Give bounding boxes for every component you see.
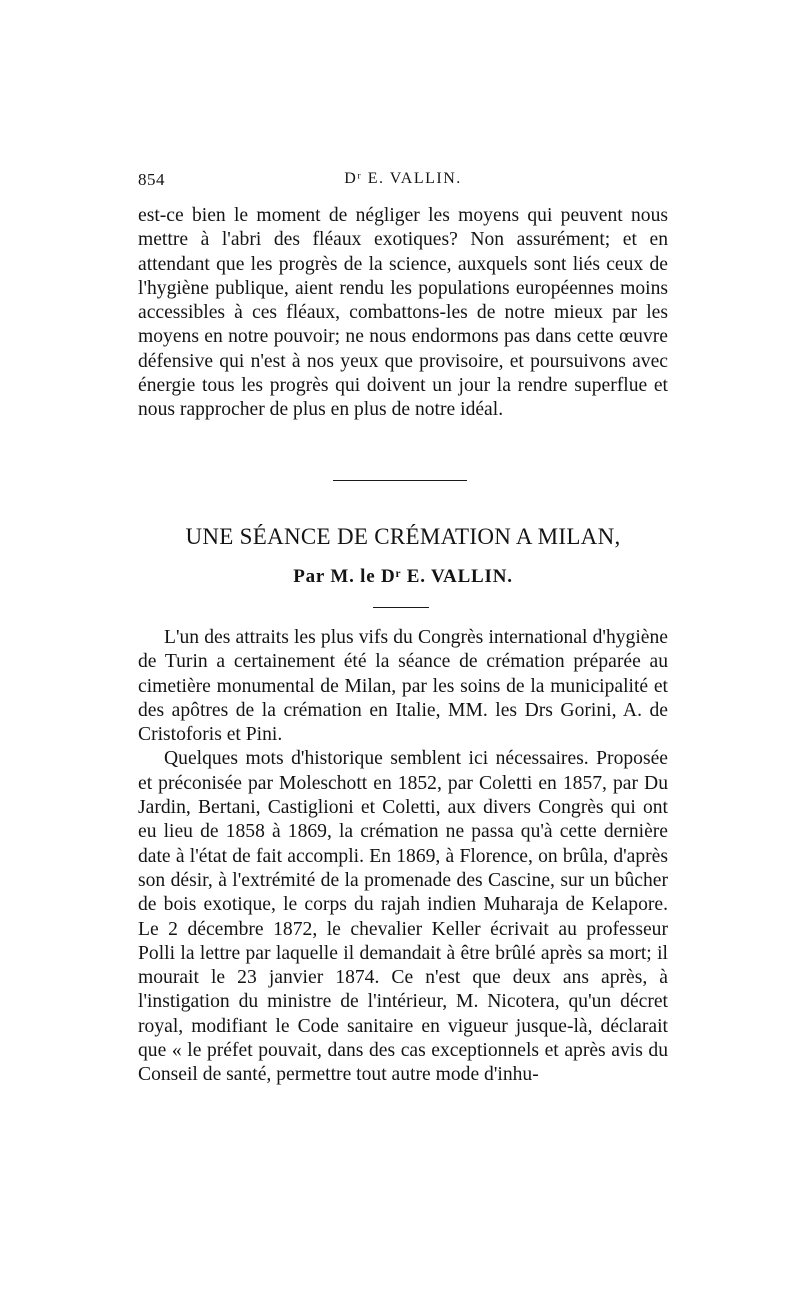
page-number: 854 xyxy=(138,170,165,189)
article-byline: Par M. le Dʳ E. VALLIN. xyxy=(293,566,513,587)
article-paragraph-2: Quelques mots d'historique semblent ici nécessaires. Proposée et préconisée par Moleschott en 1852, par Coletti en 1857, par Du Jardin, Bertani, Castiglioni et Coletti, aux divers Congrès qui ont eu lieu de 1858 à 1869, la crémation ne passa qu'à cette dernière date à l'état de fait accompli. En 1869, à Florence, on brûla, d'après son désir, à l'extrémité de la promenade des Cascine, sur un bûcher de bois exotique, le corps du rajah indien Muharaja de Kelapore. Le 2 décembre 1872, le chevalier Keller écrivait au professeur Polli la lettre par laquelle il demandait à être brûlé après sa mort; il mourait le 23 janvier 1874. Ce n'est que deux ans après, à l'instigation du ministre de l'intérieur, M. Nicotera, qu'un décret royal, modifiant le Code sanitaire en vigueur jusque-là, déclarait que « le préfet pouvait, dans des cas exceptionnels et après avis du Conseil de santé, permettre tout autre mode d'inhu- xyxy=(138,748,668,1086)
title-divider xyxy=(373,607,429,608)
running-title: Dʳ E. VALLIN. xyxy=(344,170,462,187)
article-body xyxy=(138,626,668,1088)
section-divider xyxy=(333,480,467,481)
intro-paragraph: est-ce bien le moment de négliger les moyens qui peuvent nous mettre à l'abri des fléaux exotiques? Non assurément; et en attendant que les progrès de la science, auxquels sont liés ceux de l'hygiène publique, aient rendu les populations européennes moins accessibles à ces fléaux, combattons-les de notre mieux par les moyens en notre pouvoir; ne nous endormons pas dans cette œuvre défensive qui n'est à nos yeux que provisoire, et poursuivons avec énergie tous les progrès qui doivent un jour la rendre superflue et nous rapprocher de plus en plus de notre idéal. xyxy=(138,205,668,421)
intro-text-block xyxy=(138,204,668,423)
running-head xyxy=(138,170,668,194)
article-paragraph-1: L'un des attraits les plus vifs du Congrès international d'hygiène de Turin a certainement été la séance de crémation préparée au cimetière monumental de Milan, par les soins de la municipalité et des apôtres de la crémation en Italie, MM. les Drs Gorini, A. de Cristoforis et Pini. xyxy=(138,627,668,746)
article-title: UNE SÉANCE DE CRÉMATION A MILAN, xyxy=(185,524,621,549)
